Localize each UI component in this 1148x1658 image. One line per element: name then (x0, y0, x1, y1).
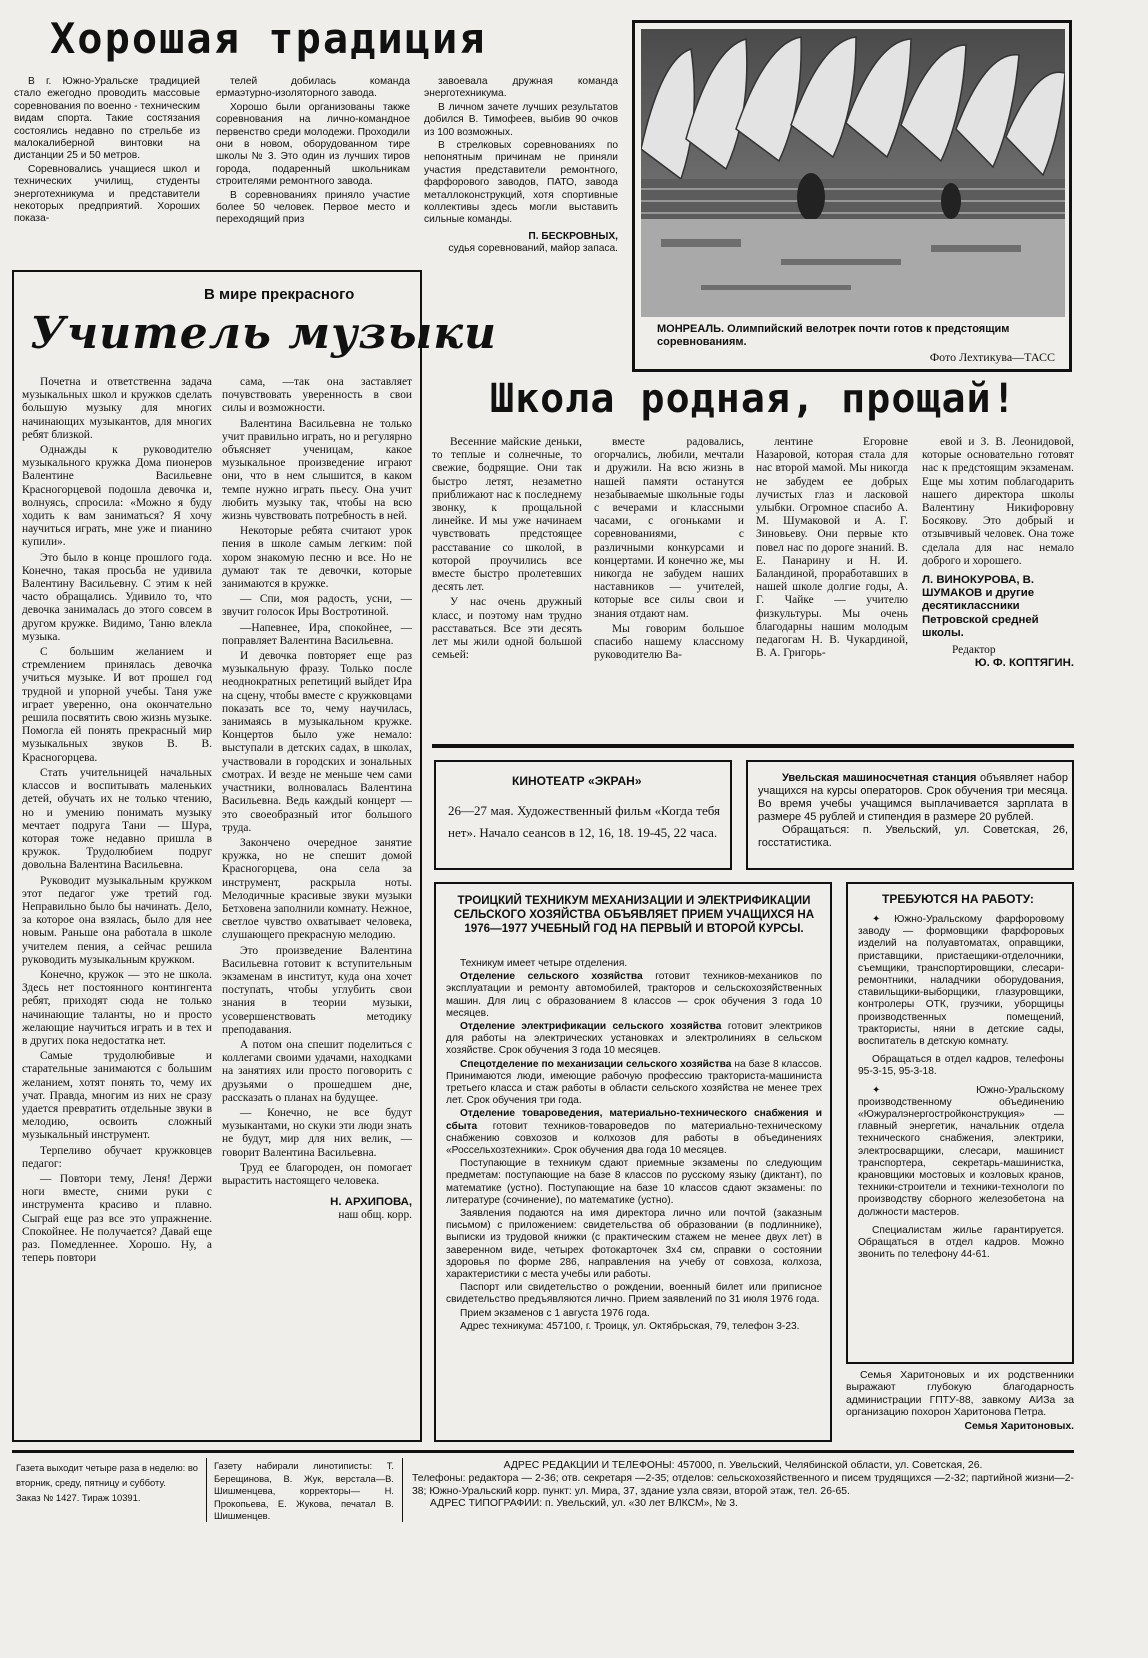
cinema-ad (434, 760, 732, 870)
photo-credit: Фото Лехтикува—ТАСС (929, 350, 1055, 364)
school-column-1: Весенние майские деньки, то теплые и солнечные, то свежие, бодрящие. Они так быстро летят, незаметно приближают нас к последнему звонку, к прощальной линейке. И мы уже начинаем чувствовать предстоящее расставание со школой, в которой проучились все вместе быстро пролетевших десять лет. У нас очень дружный класс, и поэтому нам трудно расставаться. Все эти десять лет мы жили одной большой семьей: (432, 436, 582, 662)
technikum-body: Техникум имеет четыре отделения. Отделение сельского хозяйства готовит техников-механиков по эксплуатации и ремонту автомобилей, тракторов и сельскохозяйственных машин. Для лиц с образованием 8 классов — срок обучения 3 года 10 месяцев. Отделение электрификации сельского хозяйства готовит электриков для работы на электрических установках и электролиниях в сельском хозяйстве. Срок обучения 3 года 10 месяцев. Спецотделение по механизации сельского хозяйства на базе 8 классов. Принимаются люди, имеющие рабочую профессию тракториста-машиниста третьего класса и стаж работы в области сельского хозяйства не менее трех лет. Срок обучения три года. Отделение товароведения, материально-технического снабжения и сбыта готовит техников-товароведов по материально-техническому снабжению совхозов и колхозов для работы в объединениях «Россельхозтехники». Срок обучения два года 10 месяцев. Поступающие в техникум сдают приемные экзамены по следующим предметам: поступающие на базе 8 классов по русскому языку (диктант), по математике (устно). Поступающие на базе 10 классов сдают экзамены: по литературе (сочинение), по математике (устно). Заявления подаются на имя директора лично или почтой (заказным письмом) с приложением: свидетельства об образовании (в подлиннике), выписки из трудовой книжки (с практическим стажем не менее двух лет) в заверенном виде, четырех фотокарточек 3х4 см, справки о состоянии здоровья по форме 286, направления на учебу от совхоза, колхоза, характеристики с места учебы или работы. Паспорт или свидетельство о рождении, военный билет или приписное свидетельство предъявляются лично. Прием заявлений по 31 июля 1976 года. Прием экзаменов с 1 августа 1976 года. Адрес техникума: 457100, г. Троицк, ул. Октябрьская, 79, телефон 3-23. (446, 958, 822, 1332)
tradition-column-3: завоевала дружная команда энерготехникума. В личном зачете лучших результатов добился В. Тимофеев, выбив 90 очков из 100 возможных. В стрелковых соревнованиях по непонятным причинам не приняли участия представители ремонтного, фарфорового заводов, ПАТО, завода металлоконструкций, хотя спортивные коллективы здесь могли выставить сильные команды. П. БЕСКРОВНЫХ, судья соревнований, майор запаса. (424, 76, 618, 255)
footer-divider-2 (402, 1458, 403, 1522)
cinema-text: 26—27 мая. Художественный фильм «Когда тебя нет». Начало сеансов в 12, 16, 18. 19-45, 22 часа. (448, 803, 720, 840)
tradition-title: Хорошая традиция (50, 14, 487, 63)
tradition-column-2: телей добилась команда ермаэтурно-изоляторного завода. Хорошо были организованы также соревнования на лично-командное первенство среди молодежи. Проходили они в новом, оборудованном тире школы № 3. Это один из лучших тиров города, подаренный школьникам строителями ремонтного завода. В соревнованиях приняло участие более 50 человек. Первое место и переходящий приз (216, 76, 410, 226)
photo-caption-text: Олимпийский велотрек почти готов к предстоящим соревнованиям. (657, 323, 1010, 348)
school-editor-label: Редактор (952, 644, 996, 657)
cinema-title: КИНОТЕАТР «ЭКРАН» (512, 774, 642, 788)
jobs-body: ✦ Южно-Уральскому фарфоровому заводу — формовщики фарфоровых изделий на полуавтоматах, оправщики, приставщики, пристаещики-отделочники, съемщики, транспортировщики, слесари-ремонтники, наладчики оборудования, ставильщики-выборщики, глазуровщики, контролеры ОТК, грузчики, уборщицы производственных помещений, трактористы, няни в детские сады, воспитатель в детскую комнату. Обращаться в отдел кадров, телефоны 95-3-15, 95-3-18. ✦ Южно-Уральскому производственному объединению «Южуралэнергостройконструкция» — главный энергетик, начальник отдела технического снабжения, электрики, электросварщики, слесари, машинист транспортера, секретарь-машинистка, крановщики мостовых и козловых кранов, техники-строители и техники-технологи по производству сборного железобетона на должности мастеров. Специалистам жилье гарантируется. Обращаться в отдел кадров. Можно звонить по телефону 44-61. (858, 914, 1064, 1261)
footer-schedule: Газета выходит четыре раза в неделю: во вторник, среду, пятницу и субботу. Заказ № 1427. Тираж 10391. (16, 1462, 198, 1503)
tradition-signature: П. БЕСКРОВНЫХ, (528, 230, 618, 242)
footer-address: АДРЕС РЕДАКЦИИ И ТЕЛЕФОНЫ: 457000, п. Увельский, Челябинской области, ул. Советская, 26. Телефоны: редактора — 2-36; отв. секретаря —2-35; отделов: сельскохозяйственного и писем трудящихся —2-32; партийной жизни—2-38; Южно-Уральский корр. пункт: ул. Мира, 37, здание узла связи, второй этаж, тел. 26-65. АДРЕС ТИПОГРАФИИ: п. Увельский, ул. «30 лет ВЛКСМ», № 3. (412, 1460, 1074, 1510)
tradition-column-1: В г. Южно-Уральске традицией стало ежегодно проводить массовые соревнования по военно - техническим видам спорта. Такие состязания состоялись недавно по стрельбе из малокалиберной винтовки на дистанции 25 и 50 метров. Соревновались учащиеся школ и технических училищ, студенты энерготехникума и представители некоторых предприятий. Хороших показа- (14, 76, 200, 225)
music-signature: Н. АРХИПОВА, (330, 1196, 412, 1209)
school-editor-name: Ю. Ф. КОПТЯГИН. (974, 657, 1074, 670)
velodrome-photo (641, 29, 1065, 317)
jobs-ad (846, 882, 1074, 1364)
jobs-title: ТРЕБУЮТСЯ НА РАБОТУ: (882, 892, 1034, 906)
star-icon: ✦ (872, 914, 881, 925)
footer-staff: Газету набирали линотиписты: Т. Берещинова, В. Жук, верстала—В. Шишменцева, корректоры— Н. Прокопьева, Е. Жукова, печатал В. Шишменцев. (214, 1460, 394, 1522)
star-icon: ✦ (872, 1084, 881, 1096)
photo-caption (657, 323, 1061, 349)
music-rubric: В мире прекрасного (204, 286, 355, 303)
school-column-4: евой и З. В. Леонидовой, которые основательно готовят нас к предстоящим экзаменам. Еще мы хотим поблагодарить нашего директора школы Валентину Никифоровну Босякову. Это добрый и отзывчивый человек. Она тоже сделала для нас немало доброго и хорошего. Л. ВИНОКУРОВА, В. ШУМАКОВ и другие десятиклассники Петровской средней школы. Редактор Ю. Ф. КОПТЯГИН. (922, 436, 1074, 670)
machine-station-address: Обращаться: п. Увельский, ул. Советская, 26, госстатистика. (758, 824, 1068, 849)
music-signature-role: наш общ. корр. (338, 1209, 412, 1222)
machine-station-text: объявляет набор учащихся на курсы операторов. Срок обучения три месяца. Во время учебы учащимся выплачивается зарплата в размере 45 рублей и стипендия в размере 20 рублей. (758, 772, 1068, 823)
thanks-notice: Семья Харитоновых и их родственники выражают глубокую благодарность администрации ГПТУ-88, завкому АИЗа за организацию похорон Харитонова Петра. Семья Харитоновых. (846, 1370, 1074, 1432)
technikum-title: ТРОИЦКИЙ ТЕХНИКУМ МЕХАНИЗАЦИИ И ЭЛЕКТРИФИКАЦИИ СЕЛЬСКОГО ХОЗЯЙСТВА ОБЪЯВЛЯЕТ ПРИЕМ УЧАЩИХСЯ НА 1976—1977 УЧЕБНЫЙ ГОД НА ПЕРВЫЙ И ВТОРОЙ КУРСЫ. (453, 894, 815, 935)
tradition-signature-role: судья соревнований, майор запаса. (448, 243, 618, 255)
school-column-3: лентине Егоровне Назаровой, которая стала для нас второй мамой. Мы никогда не забудем ее добрых лучистых глаз и ласковой улыбки. Огромное спасибо А. М. Шумаковой и А. Г. Зиновьеву. Они первые кто повел нас по дороге знаний. В. Е. Панарину и Н. И. Баландиной, проработавших в нашей школе долгие годы, А. Г. Чайке — учителю физкультуры. Мы очень благодарны нашим молодым педагогам Н. В. Чукардиной, В. А. Григорь- (756, 436, 908, 660)
music-column-1: Почетна и ответственна задача музыкальных школ и кружков сделать большую музыку для многих начинающих музыкантов, для многих ребят близкой. Однажды к руководителю музыкального кружка Дома пионеров Валентине Васильевне Красногорцевой подошла девочка и, волнуясь, спросила: «Можно я буду ходить к вам заниматься? Я хочу научиться играть, мне уже и пианино купили». Это было в конце прошлого года. Конечно, такая просьба не удивила Валентину Васильевну. С этим к ней часто обращались. Удивило то, что девочка занималась до этого совсем в другом кружке. Видимо, Таню влекла музыка. С большим желанием и стремлением принялась девочка учиться музыке. И вот прошел год трудной и упорной учебы. Таня уже играет уверенно, она окончательно решила посвятить свою жизнь музыке. Помогла ей понять прекрасный мир музыкальных звуков В. В. Красногорцева. Стать учительницей начальных классов и воспитывать маленьких детей, обучать их не только чтению, но и умению понимать музыку мечтает подруга Тани — Шура, которая тоже недавно пришла в кружок. Трудолюбием подруг довольна Валентина Васильевна. Руководит музыкальным кружком этот педагог уже третий год. Неправильно было бы начинать. Дело, за которое она взялась, было для нее новым. Раньше она работала в школе учителем пения, а сейчас решила руководить музыкальным кружком. Конечно, кружок — это не школа. Здесь нет постоянного контингента ребят, приходят сюда не только начинающие таланты, но и просто желающие научиться играть и в тех и в других пока недостатка нет. Самые трудолюбивые и старательные занимаются с большим желанием, хотят понять то, чему их учат. Правда, многим из них не сразу удается превратить отдельные звуки в мелодию, освоить сложный музыкальный инструмент. Терпеливо обучает кружковцев педагог: — Повтори тему, Леня! Держи ноги вместе, сними руки с инструмента красиво и плавно. Сыграй еще раз все это упражнение. Спокойнее. Не получается? Давай еще раз. Помедленнее. Хорошо. Ну, а теперь повтори (22, 376, 212, 1265)
footer-rule (12, 1450, 1074, 1453)
music-column-2: сама, —так она заставляет почувствовать уверенность в свои силы и возможности. Валентина Васильевна не только учит правильно играть, но и регулярно объясняет ученицам, какое музыкальное произведение играют они, что в нем слышится, в каком темпе нужно играть пьесу. Она учит любить музыку так, чтобы на всю жизнь чувствовать потребность в ней. Некоторые ребята считают урок пения в школе самым легким: пой хором знакомую песню и все. Но не думают так те девочки, которые занимаются в кружке. — Спи, моя радость, усни, — звучит голосок Иры Востротиной. —Напевнее, Ира, спокойнее, — поправляет Валентина Васильевна. И девочка повторяет еще раз музыкальную фразу. Только после неоднократных репетиций выйдет Ира на сцену, чтобы вместе с кружковцами показать все то, чему научилась, занимаясь в музыкальном кружке. Концертов было уже немало: выступали в детских садах, в школах, участвовали в городских и зональных смотрах. И везде не меньше чем сами участники, волновалась Валентина Васильевна. Ведь каждый концерт — это своеобразный итог большого труда. Закончено очередное занятие кружка, но не спешит домой Красногорцева, она села за инструмент, раскрыла ноты. Мелодичные красивые звуки музыки Бетховена заполнили комнату. Нежное, светлое чувство охватывает человека, слушающего прекрасную мелодию. Это произведение Валентина Васильевна готовит к вступительным экзаменам в институт, куда она хочет поступать, чтобы углубить свои знания в теории музыки, усовершенствовать методику преподавания. А потом она спешит поделиться с коллегами своими удачами, находками на занятиях или просто поговорить с друзьями о прошедшем дне, рассказать о планах на будущее. — Конечно, не все будут музыкантами, но скуки эти люди знать не будут, мир для них велик, — говорит Валентина Васильевна. Труд ее благороден, он помогает вырастить настоящего человека. Н. АРХИПОВА, наш общ. корр. (222, 376, 412, 1222)
school-title: Школа родная, прощай! (490, 376, 1017, 422)
photo-caption-place: МОНРЕАЛЬ. (657, 323, 725, 335)
school-bottom-rule (432, 744, 1074, 748)
school-signature: Л. ВИНОКУРОВА, В. ШУМАКОВ и другие десятиклассники Петровской средней школы. (922, 574, 1039, 639)
technikum-ad (434, 882, 832, 1442)
machine-station-ad (746, 760, 1074, 870)
footer-divider-1 (206, 1458, 207, 1522)
music-title: Учитель музыки (30, 308, 498, 359)
machine-station-lead: Увельская машиносчетная станция (782, 772, 977, 784)
school-column-2: вместе радовались, огорчались, любили, мечтали и дружили. На всю жизнь в нашей памяти останутся незабываемые школьные годы с вечерами и классными часами, с огоньками и соревнованиями, с различными конкурсами и концертами. И конечно же, мы никогда не забудем наших наставников — учителей, которые все силы свои и знания отдают нам. Мы говорим большое спасибо нашему классному руководителю Ва- (594, 436, 744, 662)
photo-frame (632, 20, 1072, 372)
